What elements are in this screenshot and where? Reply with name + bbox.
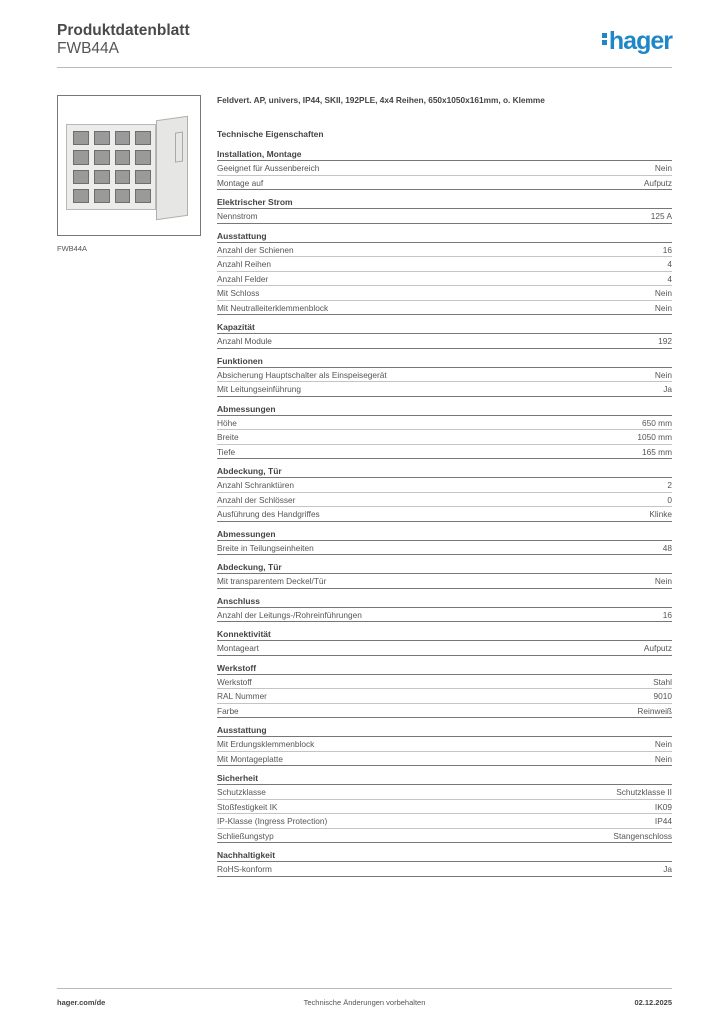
spec-value: 1050 mm	[637, 432, 672, 442]
spec-label: Anzahl Reihen	[217, 259, 271, 269]
page-header	[57, 22, 672, 68]
spec-row	[217, 704, 672, 719]
spec-label: Absicherung Hauptschalter als Einspeisegerät	[217, 369, 387, 380]
spec-row	[217, 493, 672, 508]
cabinet-door	[156, 116, 188, 220]
spec-row	[217, 368, 672, 383]
spec-group-heading: Anschluss	[217, 594, 672, 608]
spec-row	[217, 785, 672, 800]
spec-row	[217, 675, 672, 690]
spec-row	[217, 301, 672, 316]
spec-label: Mit Schloss	[217, 288, 260, 298]
spec-label: IP-Klasse (Ingress Protection)	[217, 816, 328, 826]
spec-row	[217, 478, 672, 493]
spec-value: 9010	[653, 691, 672, 701]
cabinet-module-grid	[73, 131, 151, 203]
spec-value: 16	[662, 244, 672, 255]
spec-label: Mit Erdungsklemmenblock	[217, 739, 315, 749]
spec-value: Klinke	[649, 509, 672, 519]
spec-label: Anzahl Module	[217, 336, 272, 346]
spec-row	[217, 641, 672, 656]
spec-label: RoHS-konform	[217, 864, 272, 874]
spec-group-heading: Werkstoff	[217, 661, 672, 675]
spec-row	[217, 445, 672, 460]
spec-value: Nein	[654, 369, 672, 380]
spec-row	[217, 272, 672, 287]
spec-label: Ausführung des Handgriffes	[217, 509, 320, 519]
spec-label: Nennstrom	[217, 211, 258, 221]
document-subtitle: FWB44A	[57, 40, 120, 57]
spec-row	[217, 430, 672, 445]
spec-group-heading: Kapazität	[217, 320, 672, 334]
product-image	[57, 95, 201, 236]
spec-value: Aufputz	[643, 643, 672, 653]
footer-website: hager.com/de	[57, 998, 106, 1007]
spec-label: Breite in Teilungseinheiten	[217, 542, 314, 553]
spec-value: Nein	[654, 302, 672, 313]
spec-value: 0	[667, 494, 672, 505]
spec-groups	[217, 147, 672, 877]
cabinet-body	[66, 124, 156, 210]
spec-row	[217, 689, 672, 704]
spec-label: Anzahl der Schlösser	[217, 494, 296, 505]
spec-group-heading: Ausstattung	[217, 723, 672, 737]
spec-label: Tiefe	[217, 446, 236, 457]
spec-row	[217, 243, 672, 258]
spec-value: Nein	[654, 288, 672, 298]
spec-value: 2	[667, 480, 672, 490]
section-title: Technische Eigenschaften	[217, 129, 324, 139]
spec-group-heading: Abmessungen	[217, 527, 672, 541]
spec-row	[217, 608, 672, 623]
spec-row	[217, 574, 672, 589]
product-description: Feldvert. AP, univers, IP44, SKII, 192PLE, 4x4 Reihen, 650x1050x161mm, o. Klemme	[217, 95, 545, 105]
spec-label: Höhe	[217, 417, 237, 428]
spec-label: Schutzklasse	[217, 787, 266, 797]
spec-label: Mit Montageplatte	[217, 753, 283, 764]
footer-divider	[57, 988, 672, 989]
spec-value: Ja	[663, 384, 672, 394]
spec-label: Stoßfestigkeit IK	[217, 801, 278, 812]
spec-group-heading: Konnektivität	[217, 627, 672, 641]
spec-row	[217, 176, 672, 191]
spec-value: Nein	[654, 163, 672, 173]
spec-label: Schließungstyp	[217, 830, 274, 841]
spec-group-heading: Sicherheit	[217, 771, 672, 785]
spec-value: Nein	[654, 739, 672, 749]
spec-value: Nein	[654, 753, 672, 764]
logo-text: hager	[608, 27, 672, 55]
spec-row	[217, 814, 672, 829]
spec-value: Stahl	[653, 676, 672, 687]
spec-row	[217, 737, 672, 752]
spec-row	[217, 416, 672, 431]
spec-label: Geeignet für Aussenbereich	[217, 163, 320, 173]
spec-label: Mit transparentem Deckel/Tür	[217, 576, 327, 586]
spec-group-heading: Abdeckung, Tür	[217, 560, 672, 574]
spec-value: 16	[662, 609, 672, 620]
spec-group-heading: Funktionen	[217, 354, 672, 368]
spec-label: Anzahl der Schienen	[217, 244, 294, 255]
spec-label: RAL Nummer	[217, 691, 267, 701]
spec-group-heading: Elektrischer Strom	[217, 195, 672, 209]
specification-content	[217, 95, 672, 877]
spec-label: Mit Neutralleiterklemmenblock	[217, 302, 329, 313]
spec-row	[217, 752, 672, 767]
spec-label: Mit Leitungseinführung	[217, 384, 301, 394]
spec-value: Ja	[663, 864, 672, 874]
spec-label: Anzahl Felder	[217, 273, 269, 284]
spec-value: 48	[662, 542, 672, 553]
spec-row	[217, 257, 672, 272]
spec-label: Breite	[217, 432, 239, 442]
spec-value: 650 mm	[642, 417, 672, 428]
spec-group-heading: Installation, Montage	[217, 147, 672, 161]
spec-value: 165 mm	[642, 446, 672, 457]
door-document-pocket	[175, 131, 183, 162]
hager-logo	[602, 27, 672, 56]
spec-group-heading: Ausstattung	[217, 229, 672, 243]
header-divider	[57, 67, 672, 68]
spec-group-heading: Abmessungen	[217, 402, 672, 416]
spec-label: Montage auf	[217, 177, 264, 188]
image-caption: FWB44A	[57, 244, 88, 253]
footer-disclaimer: Technische Änderungen vorbehalten	[303, 998, 426, 1007]
spec-value: 192	[658, 336, 672, 346]
spec-value: 4	[667, 259, 672, 269]
spec-value: Schutzklasse II	[616, 787, 672, 797]
spec-value: Aufputz	[643, 177, 672, 188]
spec-row	[217, 161, 672, 176]
spec-value: 4	[667, 273, 672, 284]
spec-value: Nein	[654, 576, 672, 586]
spec-value: Stangenschloss	[613, 830, 672, 841]
spec-label: Farbe	[217, 705, 239, 716]
spec-value: Reinweiß	[637, 705, 672, 716]
spec-label: Anzahl Schranktüren	[217, 480, 295, 490]
spec-label: Werkstoff	[217, 676, 252, 687]
spec-row	[217, 800, 672, 815]
spec-label: Montageart	[217, 643, 259, 653]
spec-row	[217, 209, 672, 224]
spec-row	[217, 507, 672, 522]
spec-row	[217, 286, 672, 301]
spec-row	[217, 862, 672, 877]
spec-row	[217, 541, 672, 556]
spec-group-heading: Nachhaltigkeit	[217, 848, 672, 862]
logo-dots-icon	[602, 31, 607, 47]
footer-date: 02.12.2025	[634, 998, 672, 1007]
spec-value: 125 A	[650, 211, 672, 221]
spec-value: IP44	[654, 816, 672, 826]
document-title: Produktdatenblatt	[57, 22, 190, 39]
spec-row	[217, 382, 672, 397]
spec-row	[217, 334, 672, 349]
spec-row	[217, 829, 672, 844]
spec-group-heading: Abdeckung, Tür	[217, 464, 672, 478]
spec-label: Anzahl der Leitungs-/Rohreinführungen	[217, 609, 362, 620]
spec-value: IK09	[654, 801, 672, 812]
